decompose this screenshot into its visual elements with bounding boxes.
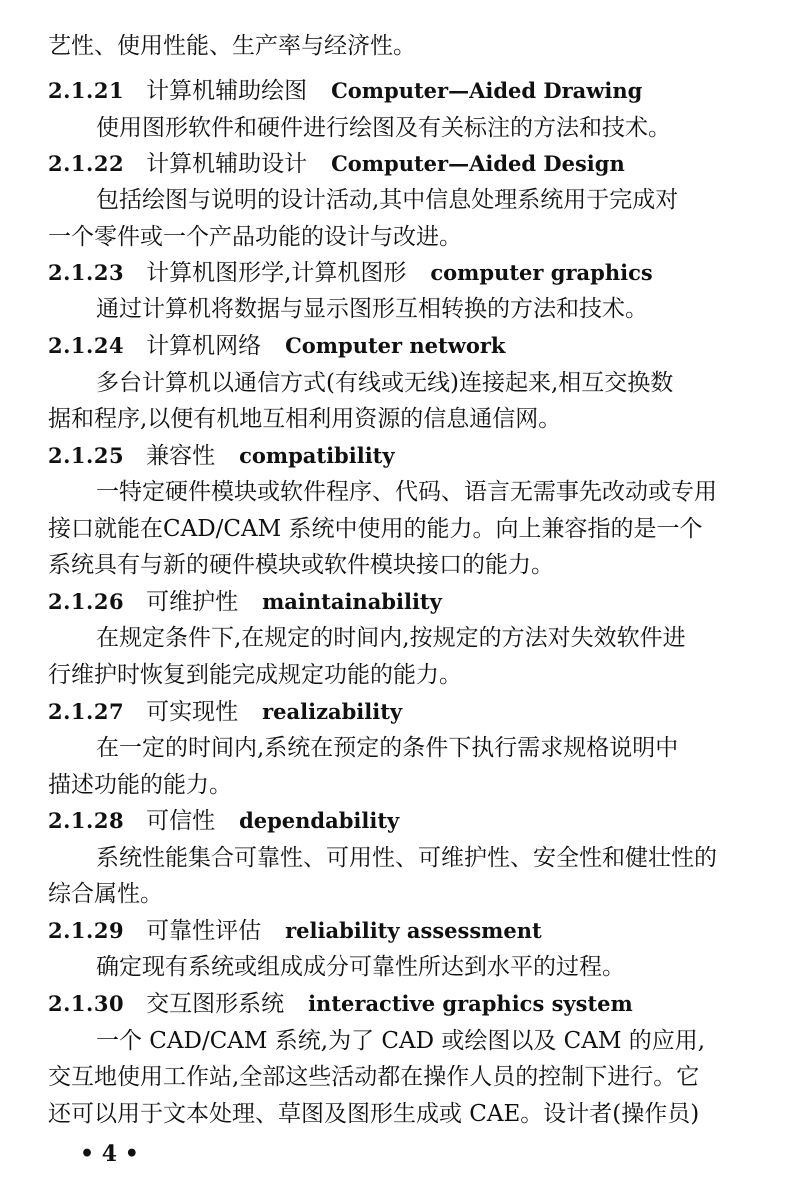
term-number: 2.1.30 bbox=[48, 991, 125, 1016]
text-line: 据和程序,以便有机地互相利用资源的信息通信网。 bbox=[48, 406, 562, 432]
term-number: 2.1.27 bbox=[48, 699, 125, 724]
text-line: 在规定条件下,在规定的时间内,按规定的方法对失效软件进 bbox=[96, 625, 686, 651]
term-chinese: 可信性 bbox=[146, 808, 216, 834]
text-line: 描述功能的能力。 bbox=[48, 772, 232, 798]
term-english: realizability bbox=[262, 699, 403, 724]
term-heading bbox=[48, 806, 399, 836]
text-line: 系统性能集合可靠性、可用性、可维护性、安全性和健壮性的 bbox=[96, 845, 717, 871]
term-chinese: 计算机辅助绘图 bbox=[146, 78, 308, 104]
term-number: 2.1.23 bbox=[48, 260, 125, 285]
term-number: 2.1.26 bbox=[48, 589, 125, 614]
text-line: 一个 CAD/CAM 系统,为了 CAD 或绘图以及 CAM 的应用, bbox=[96, 1028, 706, 1054]
text-line: 接口就能在CAD/CAM 系统中使用的能力。向上兼容指的是一个 bbox=[48, 516, 703, 542]
term-heading bbox=[48, 76, 642, 106]
text-line: 系统具有与新的硬件模块或软件模块接口的能力。 bbox=[48, 552, 554, 578]
term-chinese: 计算机网络 bbox=[146, 333, 262, 359]
text-line: 多台计算机以通信方式(有线或无线)连接起来,相互交换数 bbox=[96, 370, 674, 396]
text-line: 通过计算机将数据与显示图形互相转换的方法和技术。 bbox=[96, 296, 648, 322]
term-number: 2.1.24 bbox=[48, 333, 125, 358]
term-english: Computer—Aided Drawing bbox=[331, 78, 643, 103]
term-chinese: 兼容性 bbox=[146, 443, 216, 469]
term-heading bbox=[48, 989, 633, 1019]
term-chinese: 交互图形系统 bbox=[146, 991, 285, 1017]
term-heading bbox=[48, 587, 442, 617]
text-line: 一特定硬件模块或软件程序、代码、语言无需事先改动或专用 bbox=[96, 479, 717, 505]
text-line: 使用图形软件和硬件进行绘图及有关标注的方法和技术。 bbox=[96, 115, 671, 141]
text-line: 交互地使用工作站,全部这些活动都在操作人员的控制下进行。它 bbox=[48, 1064, 700, 1090]
text-line: 一个零件或一个产品功能的设计与改进。 bbox=[48, 224, 462, 250]
term-english: maintainability bbox=[262, 589, 442, 614]
term-number: 2.1.25 bbox=[48, 443, 125, 468]
term-english: reliability assessment bbox=[285, 918, 542, 943]
term-english: computer graphics bbox=[430, 260, 653, 285]
text-line: 行维护时恢复到能完成规定功能的能力。 bbox=[48, 662, 462, 688]
term-number: 2.1.29 bbox=[48, 918, 125, 943]
term-heading bbox=[48, 149, 625, 179]
text-line: 确定现有系统或组成成分可靠性所达到水平的过程。 bbox=[96, 954, 625, 980]
term-number: 2.1.28 bbox=[48, 808, 125, 833]
term-chinese: 计算机辅助设计 bbox=[146, 151, 308, 177]
term-chinese: 可实现性 bbox=[146, 699, 239, 725]
term-number: 2.1.22 bbox=[48, 151, 125, 176]
term-english: Computer network bbox=[285, 333, 506, 358]
term-english: interactive graphics system bbox=[308, 991, 633, 1016]
term-heading bbox=[48, 331, 505, 361]
page-number: • 4 • bbox=[80, 1141, 139, 1167]
term-heading bbox=[48, 697, 402, 727]
term-english: Computer—Aided Design bbox=[331, 151, 625, 176]
text-line: 包括绘图与说明的设计活动,其中信息处理系统用于完成对 bbox=[96, 187, 679, 213]
term-heading bbox=[48, 258, 653, 288]
term-chinese: 计算机图形学,计算机图形 bbox=[146, 260, 407, 286]
text-line: 艺性、使用性能、生产率与经济性。 bbox=[48, 33, 416, 59]
text-line: 在一定的时间内,系统在预定的条件下执行需求规格说明中 bbox=[96, 735, 679, 761]
term-english: compatibility bbox=[239, 443, 395, 468]
text-line: 还可以用于文本处理、草图及图形生成或 CAE。设计者(操作员) bbox=[48, 1101, 700, 1127]
term-number: 2.1.21 bbox=[48, 78, 125, 103]
term-heading bbox=[48, 441, 395, 471]
term-english: dependability bbox=[239, 808, 400, 833]
term-heading bbox=[48, 916, 542, 946]
term-chinese: 可维护性 bbox=[146, 589, 239, 615]
term-chinese: 可靠性评估 bbox=[146, 918, 262, 944]
text-line: 综合属性。 bbox=[48, 881, 163, 907]
